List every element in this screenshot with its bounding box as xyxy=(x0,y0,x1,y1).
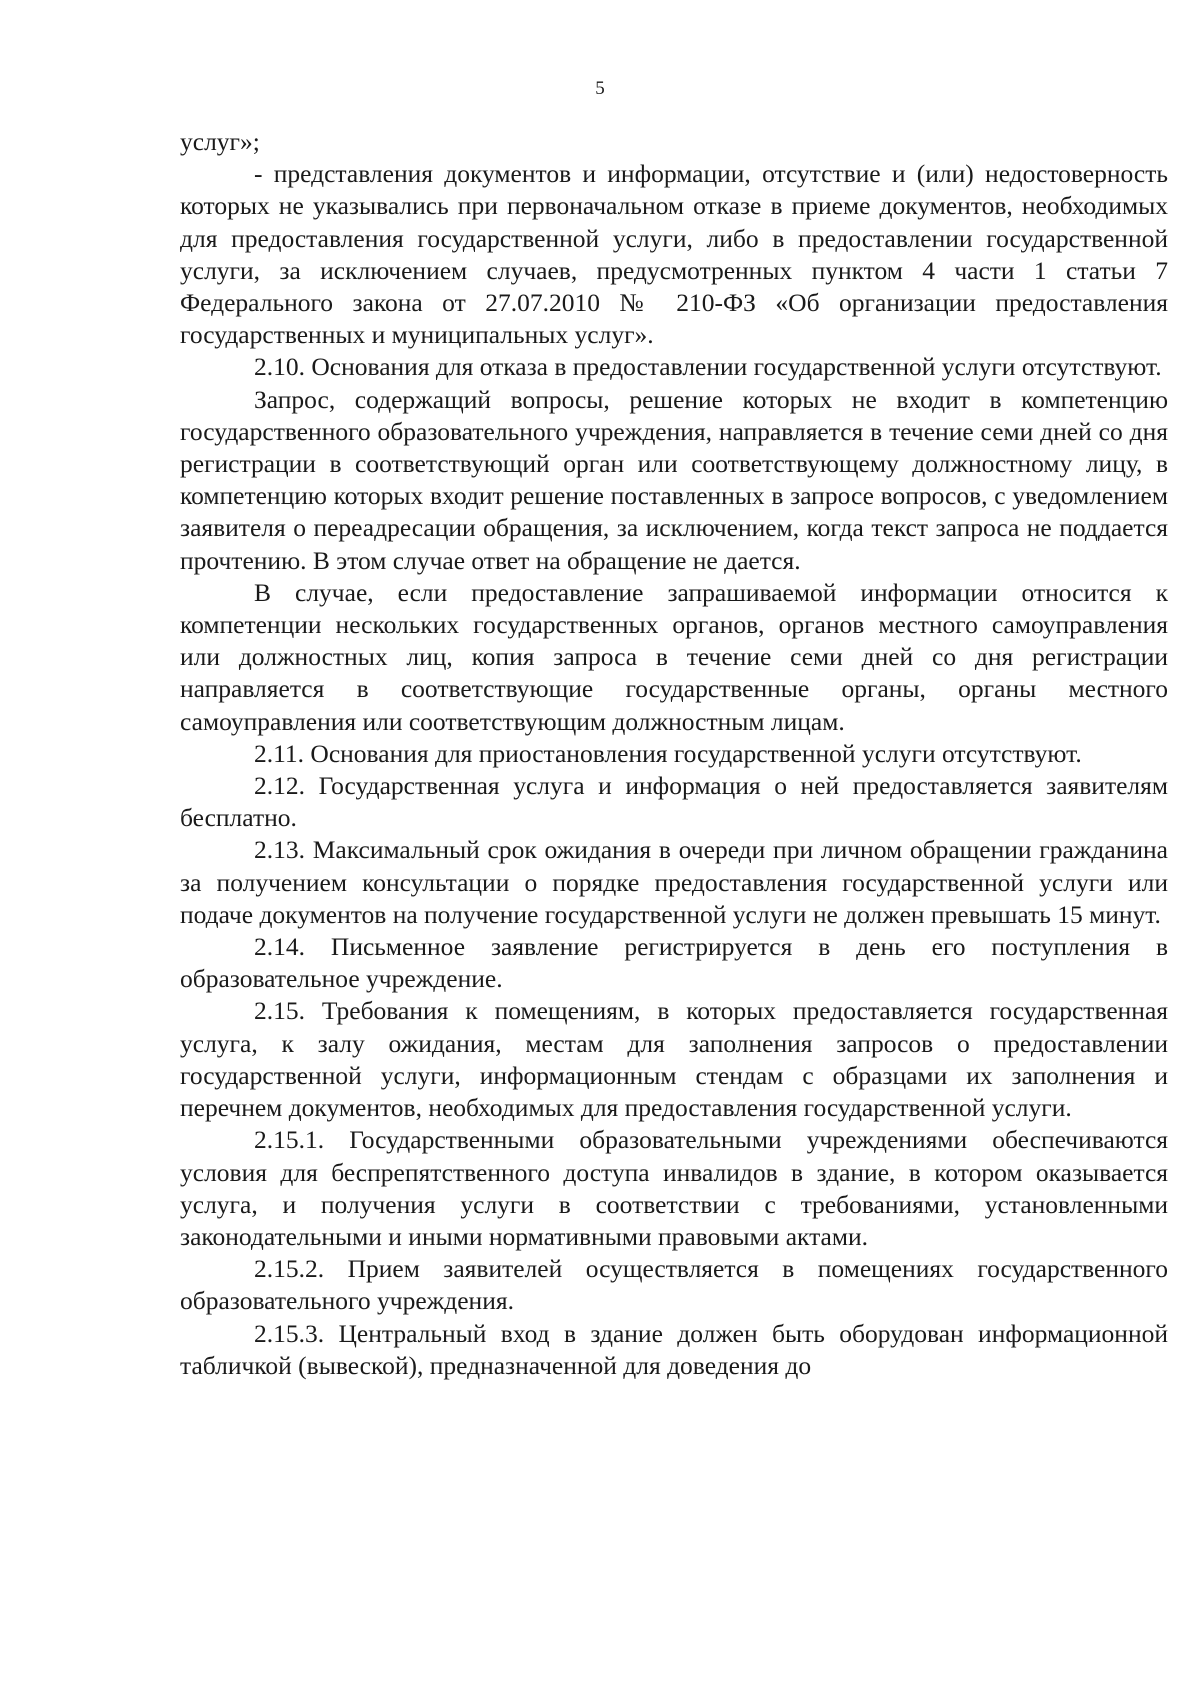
paragraph-2-11: 2.11. Основания для приостановления государственной услуги отсутствуют. xyxy=(254,738,1082,768)
paragraph-continuation: услуг»; xyxy=(180,127,260,156)
paragraph-2-15-1: 2.15.1. Государственными образовательными учреждениями обеспечиваются условия для беспрепятственного доступа инвалидов в здание, в котором оказывается услуга, и получения услуги в соответствии с требованиями, установленными законодательными и иными нормативными правовыми актами. xyxy=(180,1125,1168,1251)
paragraph-2-15-2: 2.15.2. Прием заявителей осуществляется в помещениях государственного образовательного учреждения. xyxy=(180,1254,1168,1316)
paragraph-2-15-3: 2.15.3. Центральный вход в здание должен быть оборудован информационной табличкой (вывеской), предназначенной для доведения до xyxy=(180,1318,1168,1380)
paragraph-request-redirect: Запрос, содержащий вопросы, решение которых не входит в компетенцию государственного образовательного учреждения, направляется в течение семи дней со дня регистрации в соответствующий орган или соответствующему должностному лицу, в компетенцию которых входит решение поставленных в запросе вопросов, с уведомлением заявителя о переадресации обращения, за исключением, когда текст запроса не поддается прочтению. В этом случае ответ на обращение не дается. xyxy=(180,384,1168,575)
paragraph-2-12: 2.12. Государственная услуга и информация о ней предоставляется заявителям бесплатно. xyxy=(180,771,1168,833)
paragraph-multiple-authorities: В случае, если предоставление запрашиваемой информации относится к компетенции нескольких государственных органов, органов местного самоуправления или должностных лиц, копия запроса в течение семи дней со дня регистрации направляется в соответствующие государственные органы, органы местного самоуправления или соответствующим должностным лицам. xyxy=(180,577,1168,736)
paragraph-2-15: 2.15. Требования к помещениям, в которых предоставляется государственная услуга, к залу ожидания, местам для заполнения запросов о предоставлении государственной услуги, информационным стендам с образцами их заполнения и перечнем документов, необходимых для предоставления государственной услуги. xyxy=(180,996,1168,1123)
paragraph-2-10: 2.10. Основания для отказа в предоставлении государственной услуги отсутствуют. xyxy=(254,352,1162,382)
page-number: 5 xyxy=(595,78,605,99)
paragraph-2-13: 2.13. Максимальный срок ожидания в очереди при личном обращении гражданина за получением консультации о порядке предоставления государственной услуги или подаче документов на получение государственной услуги не должен превышать 15 минут. xyxy=(180,835,1168,929)
document-body xyxy=(180,126,1168,1382)
paragraph-dash-item: - представления документов и информации, отсутствие и (или) недостоверность которых не указывались при первоначальном отказе в приеме документов, необходимых для предоставления государственной услуги, либо в предоставлении государственной услуги, за исключением случаев, предусмотренных пунктом 4 части 1 статьи 7 Федерального закона от 27.07.2010 № 210-ФЗ «Об организации предоставления государственных и муниципальных услуг». xyxy=(180,159,1168,350)
paragraph-2-14: 2.14. Письменное заявление регистрируется в день его поступления в образовательное учреждение. xyxy=(180,932,1168,994)
